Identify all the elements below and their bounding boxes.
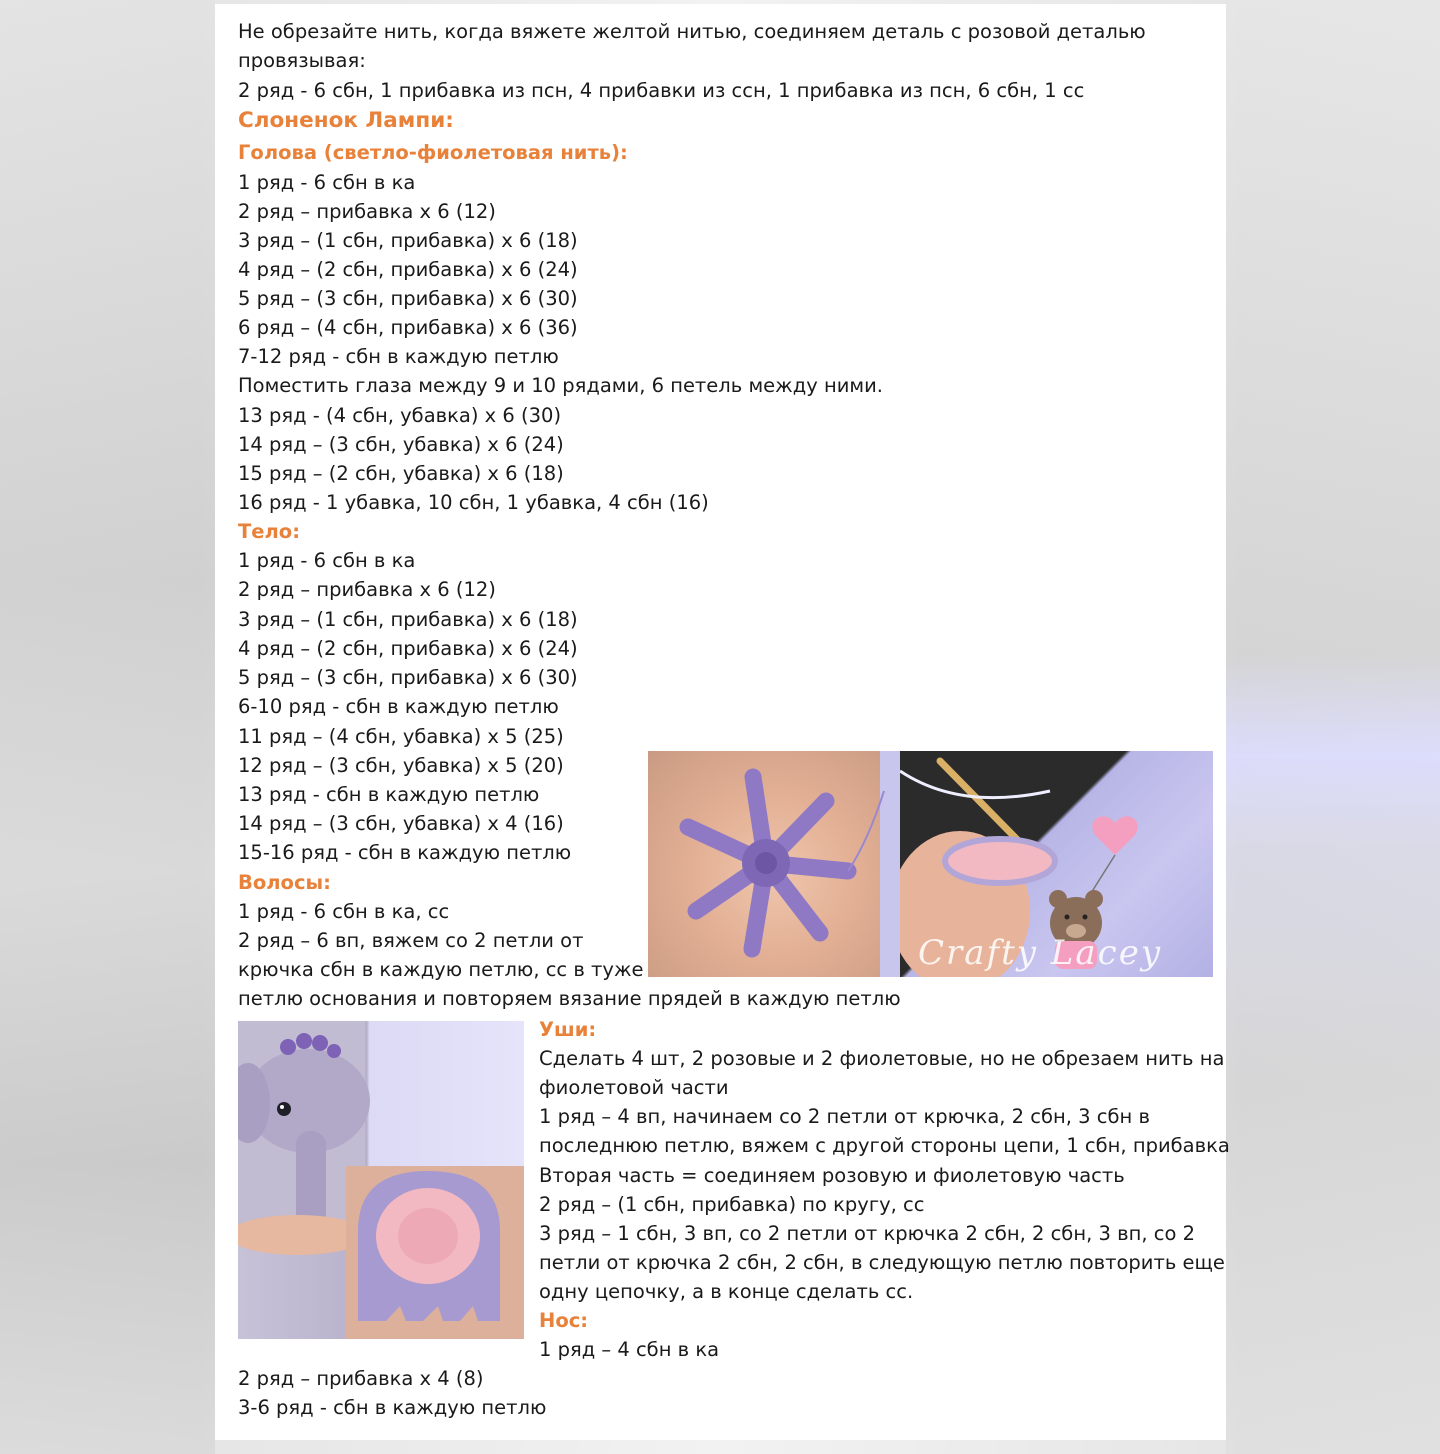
head-row: 16 ряд - 1 убавка, 10 сбн, 1 убавка, 4 сбн (16) bbox=[238, 491, 709, 514]
head-row: 1 ряд - 6 сбн в ка bbox=[238, 171, 416, 194]
ears-row: одну цепочку, а в конце сделать сс. bbox=[539, 1280, 914, 1303]
head-row: 15 ряд – (2 сбн, убавка) х 6 (18) bbox=[238, 462, 564, 485]
intro-line-1: Не обрезайте нить, когда вяжете желтой нитью, соединяем деталь с розовой деталью bbox=[238, 20, 1146, 43]
watermark: Crafty Lacey bbox=[918, 933, 1163, 973]
ears-row: Сделать 4 шт, 2 розовые и 2 фиолетовые, но не обрезаем нить на bbox=[539, 1047, 1225, 1070]
body-row: 11 ряд – (4 сбн, убавка) х 5 (25) bbox=[238, 725, 564, 748]
nose-row: 1 ряд – 4 сбн в ка bbox=[539, 1338, 720, 1361]
hair-row: петлю основания и повторяем вязание прядей в каждую петлю bbox=[238, 987, 901, 1010]
body-row: 3 ряд – (1 сбн, прибавка) х 6 (18) bbox=[238, 608, 578, 631]
body-row: 1 ряд - 6 сбн в ка bbox=[238, 549, 416, 572]
body-row: 14 ряд – (3 сбн, убавка) х 4 (16) bbox=[238, 812, 564, 835]
nose-heading: Нос: bbox=[539, 1309, 589, 1332]
head-row: Поместить глаза между 9 и 10 рядами, 6 петель между ними. bbox=[238, 374, 883, 397]
body-row: 5 ряд – (3 сбн, прибавка) х 6 (30) bbox=[238, 666, 578, 689]
nose-row: 2 ряд – прибавка х 4 (8) bbox=[238, 1367, 484, 1390]
hair-row: крючка сбн в каждую петлю, сс в туже bbox=[238, 958, 644, 981]
photo-hair-star bbox=[648, 751, 900, 977]
hair-row: 1 ряд - 6 сбн в ка, сс bbox=[238, 900, 450, 923]
body-row: 15-16 ряд - сбн в каждую петлю bbox=[238, 841, 572, 864]
body-row: 12 ряд – (3 сбн, убавка) х 5 (20) bbox=[238, 754, 564, 777]
head-row: 7-12 ряд - сбн в каждую петлю bbox=[238, 345, 559, 368]
nose-row: 3-6 ряд - сбн в каждую петлю bbox=[238, 1396, 547, 1419]
pattern-title: Слоненок Лампи: bbox=[238, 108, 454, 133]
head-row: 4 ряд – (2 сбн, прибавка) х 6 (24) bbox=[238, 258, 578, 281]
hair-heading: Волосы: bbox=[238, 871, 331, 894]
ears-row: 1 ряд – 4 вп, начинаем со 2 петли от крючка, 2 сбн, 3 сбн в bbox=[539, 1105, 1150, 1128]
ears-row: последнюю петлю, вяжем с другой стороны цепи, 1 сбн, прибавка bbox=[539, 1134, 1230, 1157]
ears-row: 3 ряд – 1 сбн, 3 вп, со 2 петли от крючка 2 сбн, 2 сбн, 3 вп, со 2 bbox=[539, 1222, 1195, 1245]
document-page bbox=[215, 4, 1230, 1440]
photo-ear-hook bbox=[900, 751, 1213, 977]
intro-line-3: 2 ряд - 6 сбн, 1 прибавка из псн, 4 прибавки из ссн, 1 прибавка из псн, 6 сбн, 1 сс bbox=[238, 79, 1085, 102]
head-row: 2 ряд – прибавка х 6 (12) bbox=[238, 200, 496, 223]
intro-line-2: провязывая: bbox=[238, 49, 366, 72]
ears-row: Вторая часть = соединяем розовую и фиолетовую часть bbox=[539, 1164, 1125, 1187]
ears-row: 2 ряд – (1 сбн, прибавка) по кругу, сс bbox=[539, 1193, 925, 1216]
body-row: 4 ряд – (2 сбн, прибавка) х 6 (24) bbox=[238, 637, 578, 660]
ears-heading: Уши: bbox=[539, 1018, 597, 1041]
hair-row: 2 ряд – 6 вп, вяжем со 2 петли от bbox=[238, 929, 584, 952]
body-row: 2 ряд – прибавка х 6 (12) bbox=[238, 578, 496, 601]
body-heading: Тело: bbox=[238, 520, 301, 543]
head-row: 14 ряд – (3 сбн, убавка) х 6 (24) bbox=[238, 433, 564, 456]
ears-row: фиолетовой части bbox=[539, 1076, 729, 1099]
background-right-blur bbox=[1226, 0, 1440, 1454]
head-row: 6 ряд – (4 сбн, прибавка) х 6 (36) bbox=[238, 316, 578, 339]
body-row: 6-10 ряд - сбн в каждую петлю bbox=[238, 695, 559, 718]
photo-elephant-ear bbox=[238, 1021, 524, 1339]
head-row: 5 ряд – (3 сбн, прибавка) х 6 (30) bbox=[238, 287, 578, 310]
head-row: 13 ряд - (4 сбн, убавка) х 6 (30) bbox=[238, 404, 562, 427]
background-left-blur bbox=[0, 0, 215, 1454]
head-heading: Голова (светло-фиолетовая нить): bbox=[238, 141, 628, 164]
ears-row: петли от крючка 2 сбн, 2 сбн, в следующую петлю повторить еще bbox=[539, 1251, 1225, 1274]
head-row: 3 ряд – (1 сбн, прибавка) х 6 (18) bbox=[238, 229, 578, 252]
body-row: 13 ряд - сбн в каждую петлю bbox=[238, 783, 540, 806]
